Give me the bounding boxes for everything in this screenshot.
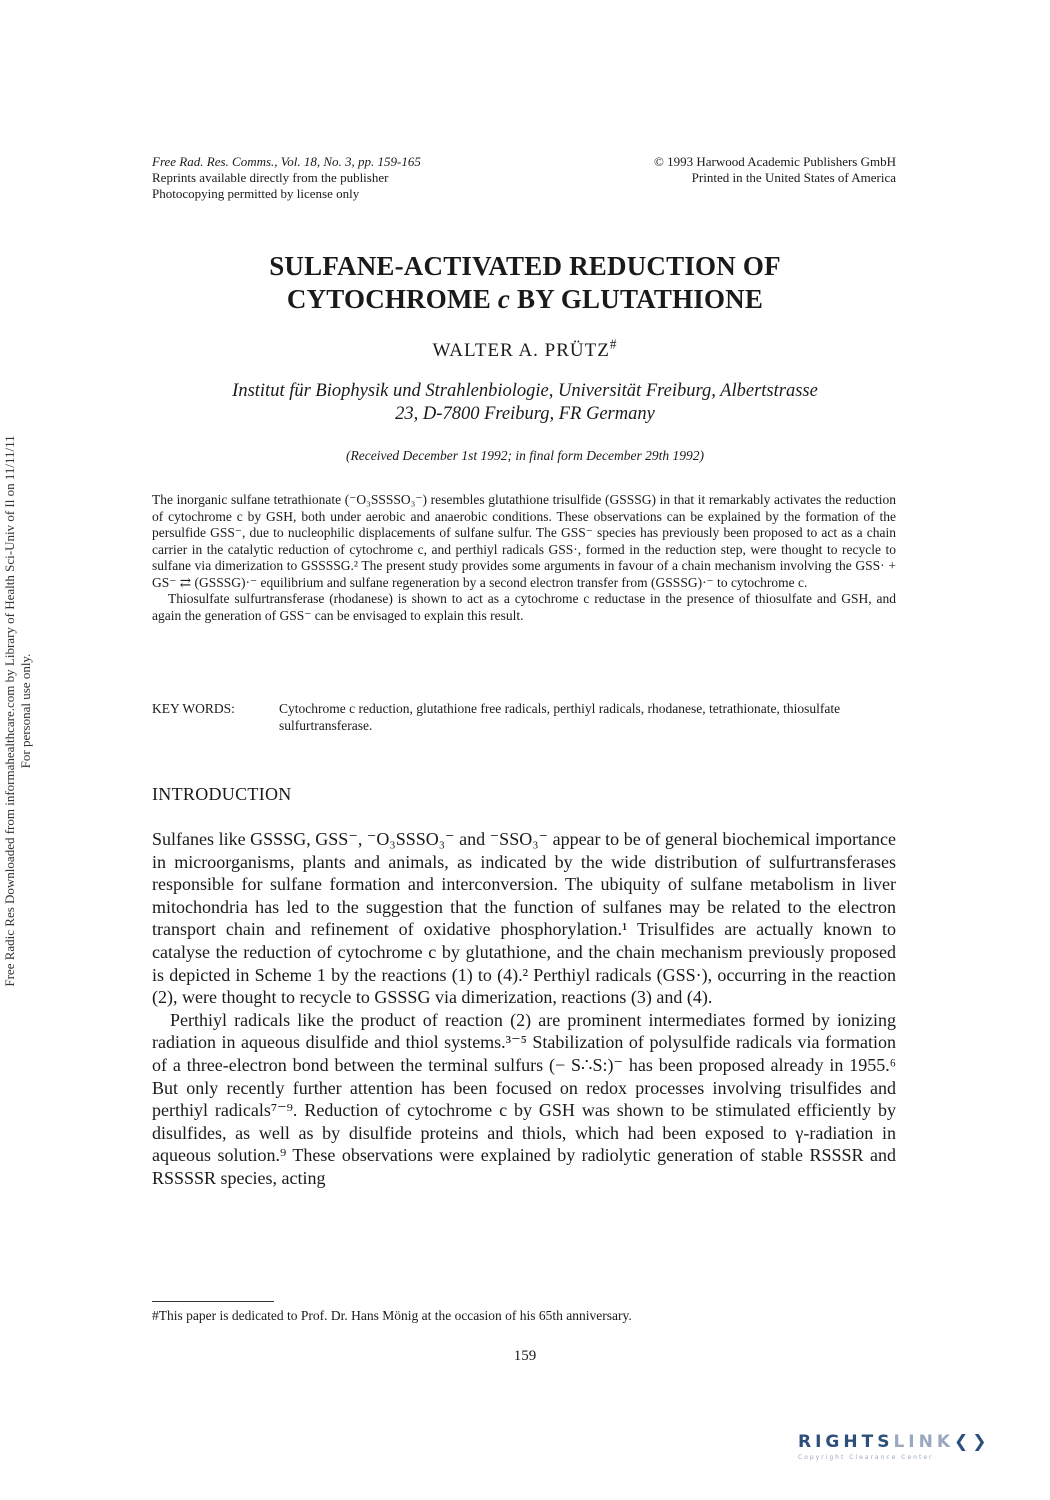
abstract-paragraph-2: Thiosulfate sulfurtransferase (rhodanese) is shown to act as a cytochrome c reductase in the presence of thiosulfate and GSH, and again the generation of GSS⁻ can be envisaged to explain this result. — [152, 591, 896, 623]
rightslink-tagline: Copyright Clearance Center — [798, 1454, 934, 1461]
received-dates: (Received December 1st 1992; in final form December 29th 1992) — [345, 448, 705, 463]
keywords — [152, 700, 896, 734]
title-part-a: CYTOCHROME — [286, 284, 498, 314]
journal-citation — [152, 154, 421, 202]
paper-title — [120, 250, 930, 316]
affiliation — [130, 380, 920, 426]
watermark-line-2: For personal use only. — [18, 653, 33, 769]
rightslink-part-2: LINK — [893, 1432, 954, 1452]
footnote-divider — [152, 1301, 274, 1302]
rightslink-logo[interactable] — [798, 1432, 1028, 1472]
footnote: #This paper is dedicated to Prof. Dr. Hans Mönig at the occasion of his 65th anniversary. — [152, 1308, 632, 1323]
rightslink-arrow-icon: ❮❯ — [954, 1432, 991, 1452]
journal-line-1: Free Rad. Res. Comms., Vol. 18, No. 3, pp. 159-165 — [152, 154, 421, 169]
author-name — [120, 336, 930, 362]
body-text — [152, 828, 896, 1190]
abstract-paragraph-1: The inorganic sulfane tetrathionate (⁻O₃SSSSO₃⁻) resembles glutathione trisulfide (GSSSG) in that it remarkably activates the reduction of cytochrome c by GSH, both under aerobic and anaerobic conditions. These observations can be explained by the formation of the persulfide GSS⁻, due to nucleophilic displacements of sulfane sulfur. The GSS⁻ species has previously been proposed to act as a chain carrier in the catalytic reduction of cytochrome c, and perthiyl radicals GSS·, formed in the reduction step, were thought to recycle to sulfane via dimerization to GSSSSG.² The present study provides some arguments in favour of a chain mechanism involving the GSS· + GS⁻ ⇄ (GSSSG)·⁻ equilibrium and sulfane regeneration by a second electron transfer from (GSSSG)·⁻ to cytochrome c. — [152, 492, 896, 590]
section-heading: INTRODUCTION — [152, 784, 292, 804]
keywords-text: Cytochrome c reduction, glutathione free radicals, perthiyl radicals, rhodanese, tetrathionate, thiosulfate sulfurtransferase. — [279, 701, 841, 733]
title-line-1: SULFANE-ACTIVATED REDUCTION OF — [269, 251, 781, 281]
title-part-b: BY GLUTATHIONE — [510, 284, 764, 314]
keywords-label: KEY WORDS: — [152, 701, 235, 716]
title-italic-c: c — [497, 284, 511, 314]
author-text: WALTER A. PRÜTZ — [432, 340, 610, 361]
rightslink-wordmark — [798, 1432, 1028, 1452]
body-paragraph-1: Sulfanes like GSSSG, GSS⁻, ⁻O₃SSSO₃⁻ and ⁻SSO₃⁻ appear to be of general biochemical importance in microorganisms, plants and animals, as indicated by the wide distribution of sulfurtransferases responsible for sulfane formation and interconversion. The ubiquity of sulfane metabolism in liver mitochondria has led to the suggestion that the function of sulfanes may be related to the electron transport chain and refinement of oxidative phosphorylation.¹ Trisulfides are actually known to catalyse the reduction of cytochrome c by glutathione, and the chain mechanism previously proposed is depicted in Scheme 1 by the reactions (1) to (4).² Perthiyl radicals (GSS·), occurring in the reaction (2), were thought to recycle to GSSSG via dimerization, reactions (3) and (4). — [152, 829, 896, 1008]
affiliation-line-1: Institut für Biophysik und Strahlenbiologie, Universität Freiburg, Albertstrasse — [232, 381, 818, 401]
publisher-line-1: © 1993 Harwood Academic Publishers GmbH — [653, 154, 896, 169]
publisher-line-2: Printed in the United States of America — [691, 170, 896, 185]
rightslink-part-1: RIGHTS — [798, 1432, 894, 1452]
journal-line-3: Photocopying permitted by license only — [152, 186, 360, 201]
affiliation-line-2: 23, D-7800 Freiburg, FR Germany — [395, 404, 655, 424]
author-footnote-mark: # — [609, 336, 618, 352]
download-watermark — [2, 311, 48, 1111]
publisher-info — [560, 154, 896, 186]
page-number: 159 — [513, 1348, 537, 1364]
body-paragraph-2: Perthiyl radicals like the product of reaction (2) are prominent intermediates formed by ionizing radiation in aqueous disulfide and thiol systems.³⁻⁵ Stabilization of polysulfide radicals via formation of a three-electron bond between the terminal sulfurs (− S∴S:)⁻ has been proposed already in 1955.⁶ But only recently further attention has been focused on redox processes involving trisulfides and perthiyl radicals⁷⁻⁹. Reduction of cytochrome c by GSH was shown to be stimulated efficiently by disulfides, as well as by disulfide proteins and thiols, which had been exposed to γ-radiation in aqueous solution.⁹ These observations were explained by radiolytic generation of stable RSSSR and RSSSSR species, acting — [152, 1009, 896, 1188]
title-line-2 — [120, 283, 930, 316]
journal-line-2: Reprints available directly from the publisher — [152, 170, 389, 185]
abstract — [152, 492, 896, 624]
watermark-line-1: Free Radic Res Downloaded from informahealthcare.com by Library of Health Sci-Univ of Il on 11/11/11 — [2, 435, 17, 987]
